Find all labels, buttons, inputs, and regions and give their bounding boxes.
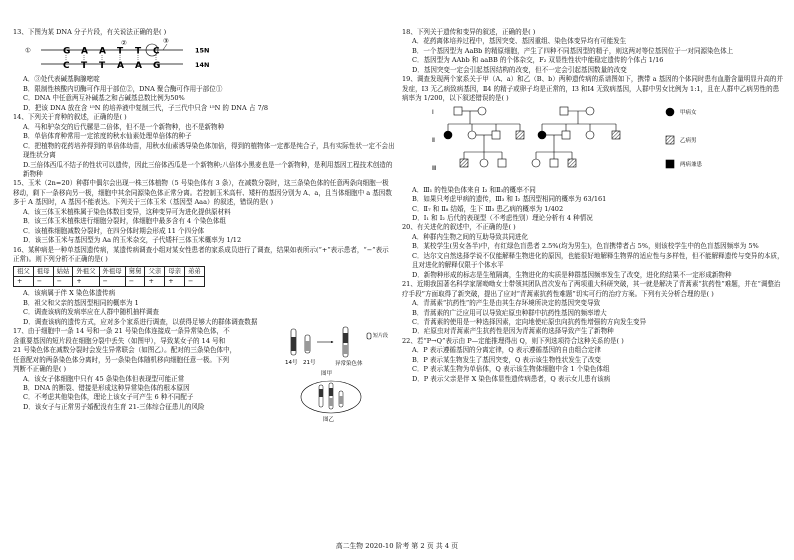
table-row <box>14 276 205 286</box>
label-15n: 15N <box>195 46 210 55</box>
q18-option-c: C．基因型为 AAbb 和 aaBB 的个体杂交，F₂ 双显性性状中能稳定遗传的个体占 1/16 <box>412 56 664 65</box>
table-cell: − <box>53 276 73 286</box>
q13-option-a: A．③处代表碱基胸腺嘧啶 <box>23 75 100 84</box>
q22-option-b: B．P 表示某生物发生了基因突变，Q 表示该生物性状发生了改变 <box>412 355 601 364</box>
q20-option-b: B．某校学生(男女各半)中，有红绿色盲患者 2.5%(均为男生)，色盲携带者占 5%，则该校学生中的色盲基因频率为 5% <box>412 242 759 251</box>
q20-stem: 20、有关进化的叙述中，不正确的是( ) <box>402 223 516 232</box>
bottom-base: A <box>117 61 124 72</box>
gen-label-1: Ⅰ <box>432 108 434 116</box>
q17-option-b: B．DNA 的断裂、错接是形成这种异常染色体的根本原因 <box>23 383 190 392</box>
left-column <box>13 28 395 424</box>
q21-option-b: B．青蒿素的广泛应用可以导致疟原虫种群中抗药性基因的频率增大 <box>412 308 607 317</box>
q19-option-b: B．如果只考虑甲病的遗传，Ⅲ₃ 和 I₂ 基因型相同的概率为 63/161 <box>412 195 607 204</box>
bottom-base: T <box>81 61 88 72</box>
mark1-label: ① <box>25 46 31 55</box>
q18-option-d: D．基因突变一定会引起基因结构的改变，但不一定会引起基因数量的改变 <box>412 65 627 74</box>
table-header-row <box>14 266 205 276</box>
q17-option-a: A．该女子体细胞中只有 45 条染色体但表现型可能正常 <box>23 374 185 383</box>
q18-option-a: A．花药离体培养过程中，基因突变、基因重组、染色体变异均有可能发生 <box>412 37 627 46</box>
right-column <box>402 28 784 384</box>
q20-option-a: A．种群内生物之间的互助导致共同进化 <box>412 232 529 241</box>
q16-stem: 16、某种病是一种单基因遗传病，某遗传病调查小组对某女性患者的家系成员进行了调查，结果如表所示(“+”表示患者，“−”表示正常)。则下列分析不正确的是( ) <box>13 245 389 264</box>
table-header-cell: 姑姑 <box>53 266 73 276</box>
table-header-cell: 父亲 <box>145 266 165 276</box>
q18-option-b: B．一个基因型为 AaBb 的精原细胞，产生了四种不同基因型的精子，则这两对等位基因位于一对同源染色体上 <box>412 46 734 55</box>
gen-label-3: Ⅲ <box>432 164 437 172</box>
bottom-base: G <box>153 61 161 72</box>
label-21: 21号 <box>303 360 316 367</box>
label-abnormal: 异常染色体 <box>335 361 363 368</box>
q14-option-c: C．把植物的花药培养得到的单倍体幼苗，用秋水仙素诱导染色体加倍，得到的植物体一定都是纯合子，具有实际性状一定不会出现性状分离 <box>23 141 395 160</box>
q22-option-d: D．P 表示父亲是伴 X 染色体显性遗传病患者，Q 表示女儿患有该病 <box>412 374 611 383</box>
q21-stem: 21、近期我国著名科学家屠呦呦女士带领其团队首次发布了两项重大科研突破，其一就是解决了青蒿素“抗药性”难题，并在“调整治疗手段”方面取得了新突破，提出了应对“青蒿素抗药性难题”切实可行的治疗方案。下列有关分析合理的是( ) <box>402 280 781 298</box>
q22-option-a: A．P 表示遵循基因的分离定律，Q 表示遵循基因的自由组合定律 <box>412 346 601 355</box>
table-cell: + <box>73 276 99 286</box>
mark2-label: ② <box>121 39 127 48</box>
q20-option-d: D．新物种形成的标志是生殖隔离，生物进化的实质是种群基因频率发生了改变，进化的结果不一定形成新物种 <box>412 270 732 279</box>
q13-dna-figure <box>13 37 395 75</box>
q17-stem-line: 21 号染色体在减数分裂时会发生异常联会（如图乙）。配对的三条染色体中， <box>13 346 237 355</box>
q16-option-d: D．调查该病的遗传方式，应对多个家系进行调查，以获得足够大的群体调查数据 <box>23 317 258 326</box>
table-header-cell: 舅舅 <box>125 266 145 276</box>
bottom-base: A <box>135 61 142 72</box>
q20-option-c: C．达尔文自然选择学说不仅能解释生物进化的原因，也能很好地解释生物界的适应性与多样性，但不能解释遗传与变异的本质，且对进化的解释仅限于个体水平 <box>412 251 784 270</box>
q13-option-c: C．DNA 中任意两互补碱基之和占碱基总数比例为50% <box>23 94 185 103</box>
q16-option-a: A．该病属于伴 X 染色体遗传病 <box>23 289 116 298</box>
q19-option-d: D．I₁ 和 I₂ 后代的表现型（不考虑性别）理论分析有 4 种情况 <box>412 213 593 222</box>
q15-option-c: C．该植株细胞减数分裂时，在四分体时期会形成 11 个四分体 <box>23 226 205 235</box>
q17-stem-line: 判断不正确的是( ) <box>13 365 67 374</box>
top-base: G <box>63 46 71 57</box>
q14-option-d: D.三倍体西瓜不结子的性状可以遗传，因此三倍体西瓜是一个新物种;八倍体小黑麦也是一个新物种，是利用基因工程技术创造的新物种 <box>23 160 393 178</box>
label-14: 14号 <box>285 360 298 367</box>
top-base: C <box>153 46 160 57</box>
q16-option-c: C．调查该病的发病率应在人群中随机抽样调查 <box>23 308 159 317</box>
q17-stem-line: 任意配对的两条染色体分离时，另一条染色体随机移向细胞任意一极。下列 <box>13 355 230 364</box>
q17-stem-line: 含重要基因的短片段在细胞分裂中丢失（如图甲），导致某女子的 14 号和 <box>13 336 226 345</box>
q14-stem: 14、下列关于育种的叙述，正确的是( ) <box>13 113 127 122</box>
table-cell: − <box>185 276 205 286</box>
q16-family-table <box>13 266 205 288</box>
q22-option-c: C．P 表示某生物为单倍体，Q 表示该生物体细胞中含 1 个染色体组 <box>412 365 610 374</box>
bottom-base: C <box>63 61 70 72</box>
gen-label-2: Ⅱ <box>432 136 435 144</box>
table-cell: − <box>33 276 53 286</box>
table-cell: + <box>14 276 34 286</box>
table-cell: − <box>125 276 145 286</box>
table-header-cell: 外祖母 <box>99 266 125 276</box>
label-yi: 图乙 <box>323 417 335 424</box>
chromosome-figure <box>281 325 391 423</box>
table-header-cell: 祖父 <box>14 266 34 276</box>
q15-option-a: A．该三体玉米植株属于染色体数目变异，这种变异可为进化提供原材料 <box>23 207 231 216</box>
label-14n: 14N <box>195 61 210 70</box>
q21-option-d: D．疟原虫对青蒿素产生抗药性是因为青蒿素的选择导致产生了新物种 <box>412 327 614 336</box>
q17-option-d: D．该女子与正常男子婚配没有生育 21-三体综合征患儿的风险 <box>23 402 205 411</box>
q15-option-d: D．该三体玉米与基因型为 Aa 的玉米杂交，子代矮杆三体玉米概率为 1/12 <box>23 236 242 245</box>
top-base: A <box>99 46 106 57</box>
q15-stem: 15、玉米（2n=20）种群中偶尔会出现一株三体植物（5 号染色体有 3 条），在减数分裂时，这三条染色体的任意两条向细胞一极移动，剩下一条移向另一极，细胞中其余同源染色体正常分离。若控制玉米高杆、矮杆的基因分别为 A、a，且当体细胞中 a 基因数多于 A 基因时，A 基因不能表达。下列关于三体玉米（基因型 Aaa）的叙述，错误的是( ) <box>13 179 392 207</box>
pedigree-chart <box>402 104 784 186</box>
q19-stem: 19、调查发现两个家系关于甲（A、a）和乙（B、b）两种遗传病的系谱图如下，携带 a 基因的个体同时患有血脂含量明显升高的并发症，Ⅰ3 无乙病致病基因，Ⅱ4 的精子或卵子均是正常的，Ⅰ3 和Ⅰ4 无致病基因，人群中男女比例为 1:1，且在人群中乙病男性的患病率为 1/200，以下叙述错误的是( ) <box>402 75 784 103</box>
legend-item: 两病兼患 <box>680 161 703 168</box>
q21-option-c: C．青蒿素的使用是一种选择因素，定向地使疟原虫向抗药性增强的方向发生变异 <box>412 317 647 326</box>
table-cell: − <box>99 276 125 286</box>
q14-option-a: A．马和驴杂交的后代骡是二倍体，但不是一个新物种，也不是新物种 <box>23 122 225 131</box>
bottom-base: T <box>99 61 106 72</box>
table-header-cell: 弟弟 <box>185 266 205 276</box>
top-base: T <box>117 46 124 57</box>
q19-pedigree <box>402 104 784 186</box>
table-cell: + <box>145 276 165 286</box>
q17-stem-line: 17、由于细胞中一条 14 号和一条 21 号染色体连接成一条异常染色体，不 <box>13 327 230 336</box>
q17-block <box>13 327 395 424</box>
q13-option-d: D．把该 DNA 放在含 ¹⁵N 的培养液中复制三代，子三代中只含 ¹⁵N 的 DNA 占 7/8 <box>23 103 269 112</box>
table-cell: + <box>165 276 185 286</box>
legend-item: 乙病男 <box>680 137 697 144</box>
table-header-cell: 祖母 <box>33 266 53 276</box>
mark3-label: ③ <box>163 37 169 46</box>
q21-option-a: A．青蒿素“抗药性”的产生是由其生存环境所决定的基因突变导致 <box>412 299 601 308</box>
label-jia: 图甲 <box>321 371 333 378</box>
legend-item: 甲病女 <box>680 109 697 116</box>
page-footer: 高二生物 2020-10 阶考 第 2 页 共 4 页 <box>335 542 459 550</box>
q22-stem: 22、若“P→Q”表示由 P—定能推理得出 Q，则下列选项符合这种关系的是( ) <box>402 336 624 345</box>
q16-option-b: B．祖父和父亲的基因型相同的概率为 1 <box>23 298 139 307</box>
q14-option-b: B．单倍体育种常用一定浓度的秋水仙素处理单倍体的种子 <box>23 132 192 141</box>
q19-option-c: C．Ⅱ₇ 和 Ⅱ₈ 结婚，生下 Ⅲ₃ 患乙病的概率为 1/402 <box>412 204 564 213</box>
q13-option-b: B．限制性核酸内切酶可作用于部位②，DNA 聚合酶可作用于部位① <box>23 84 223 93</box>
label-fragment: 短片段 <box>373 333 389 340</box>
q19-option-a: A．Ⅲ₁ 的性染色体来自 I₂ 和Ⅱ₃的概率不同 <box>412 185 536 194</box>
q15-option-b: B．该三体玉米植株进行细胞分裂时，体细胞中最多含有 4 个染色体组 <box>23 217 227 226</box>
top-base: T <box>135 46 142 57</box>
q18-stem: 18、下列关于遗传和变异的叙述，正确的是( ) <box>402 28 536 36</box>
top-base: A <box>81 46 88 57</box>
table-header-cell: 母亲 <box>165 266 185 276</box>
dna-diagram <box>13 37 253 75</box>
table-header-cell: 外祖父 <box>73 266 99 276</box>
q13-stem: 13、下图为某 DNA 分子片段，有关说法正确的是( ) <box>13 28 167 36</box>
q17-option-c: C．不考虑其他染色体，理论上该女子可产生 6 种不同配子 <box>23 393 194 402</box>
